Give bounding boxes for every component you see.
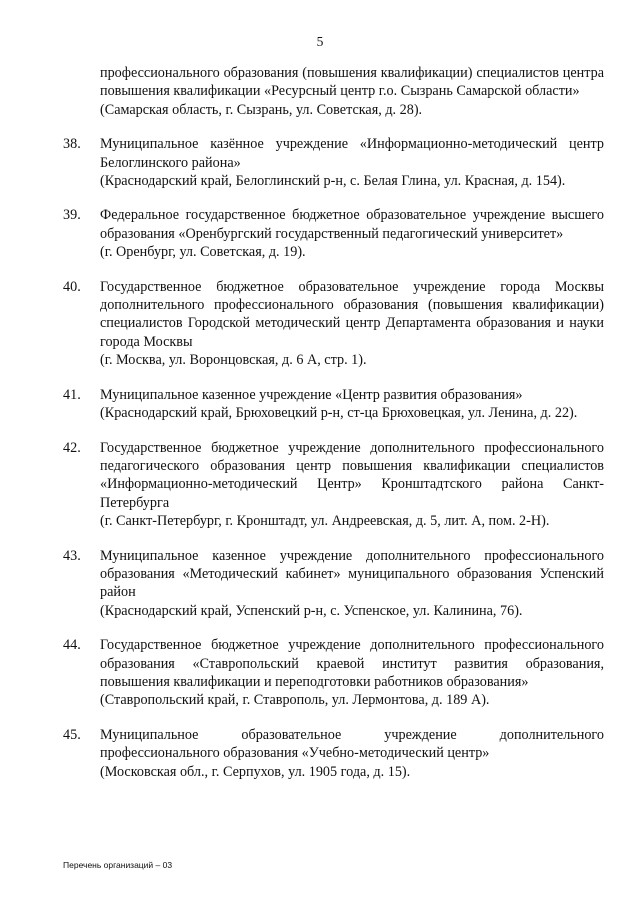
- entry-name: Федеральное государственное бюджетное образовательное учреждение высшего образования «Оренбургский государственный педагогический университет»: [100, 207, 604, 242]
- entry-address: (Краснодарский край, Успенский р-н, с. Успенское, ул. Калинина, 76).: [100, 602, 523, 619]
- entry-number: 45.: [63, 726, 81, 743]
- list-item: [0, 206, 640, 261]
- entry-name: Муниципальное казённое учреждение «Информационно-методический центр Белоглинского района»: [100, 136, 604, 171]
- list-item: [0, 547, 640, 621]
- continued-entry-name: профессионального образования (повышения квалификации) специалистов центра повышения квалификации «Ресурсный центр г.о. Сызрань Самарской области»: [100, 65, 604, 100]
- list-item: [0, 439, 640, 531]
- entry-address: (Краснодарский край, Белоглинский р-н, с. Белая Глина, ул. Красная, д. 154).: [100, 173, 566, 190]
- entry-number: 41.: [63, 386, 81, 403]
- entries-list: [0, 64, 640, 781]
- entry-name: Муниципальное образовательное учреждение дополнительного профессионального образования «Учебно-методический центр»: [100, 726, 604, 762]
- entry-name: Государственное бюджетное образовательное учреждение города Москвы дополнительного профессионального образования (повышения квалификации) специалистов Городской методический центр Департамента образования и науки города Москвы: [100, 278, 604, 350]
- entry-name: Государственное бюджетное учреждение дополнительного профессионального образования «Ставропольский краевой институт развития образования, повышения квалификации и переподготовки работников образования»: [100, 637, 604, 690]
- entry-number: 42.: [63, 439, 81, 456]
- list-item: [0, 726, 640, 781]
- entry-name: Муниципальное казенное учреждение дополнительного профессионального образования «Методический кабинет» муниципального образования Успенский район: [100, 547, 604, 601]
- entry-number: 44.: [63, 637, 81, 654]
- entry-name: Муниципальное казенное учреждение «Центр развития образования»: [100, 386, 523, 403]
- entry-number: 38.: [63, 136, 81, 153]
- list-item: [0, 278, 640, 370]
- list-item: [0, 135, 640, 190]
- entry-address: (г. Оренбург, ул. Советская, д. 19).: [100, 244, 306, 261]
- entry-name: Государственное бюджетное учреждение дополнительного профессионального педагогического образования центр повышения квалификации специалистов «Информационно-методический Центр» Кронштадтского района Санкт-Петербурга: [100, 439, 604, 511]
- continued-entry: [0, 64, 640, 119]
- continued-entry-address: (Самарская область, г. Сызрань, ул. Советская, д. 28).: [100, 101, 423, 118]
- entry-address: (Московская обл., г. Серпухов, ул. 1905 года, д. 15).: [100, 763, 411, 780]
- entry-number: 40.: [63, 278, 81, 295]
- entry-number: 39.: [63, 207, 81, 224]
- list-item: [0, 636, 640, 710]
- entry-address: (Краснодарский край, Брюховецкий р-н, ст-ца Брюховецкая, ул. Ленина, д. 22).: [100, 405, 578, 422]
- entry-address: (Ставропольский край, г. Ставрополь, ул. Лермонтова, д. 189 А).: [100, 692, 490, 709]
- page-number: 5: [316, 34, 324, 49]
- entry-address: (г. Санкт-Петербург, г. Кронштадт, ул. Андреевская, д. 5, лит. А, пом. 2-Н).: [100, 513, 550, 530]
- entry-number: 43.: [63, 547, 81, 564]
- entry-address: (г. Москва, ул. Воронцовская, д. 6 А, стр. 1).: [100, 352, 367, 369]
- list-item: [0, 386, 640, 423]
- page-footer: Перечень организаций – 03: [63, 860, 173, 870]
